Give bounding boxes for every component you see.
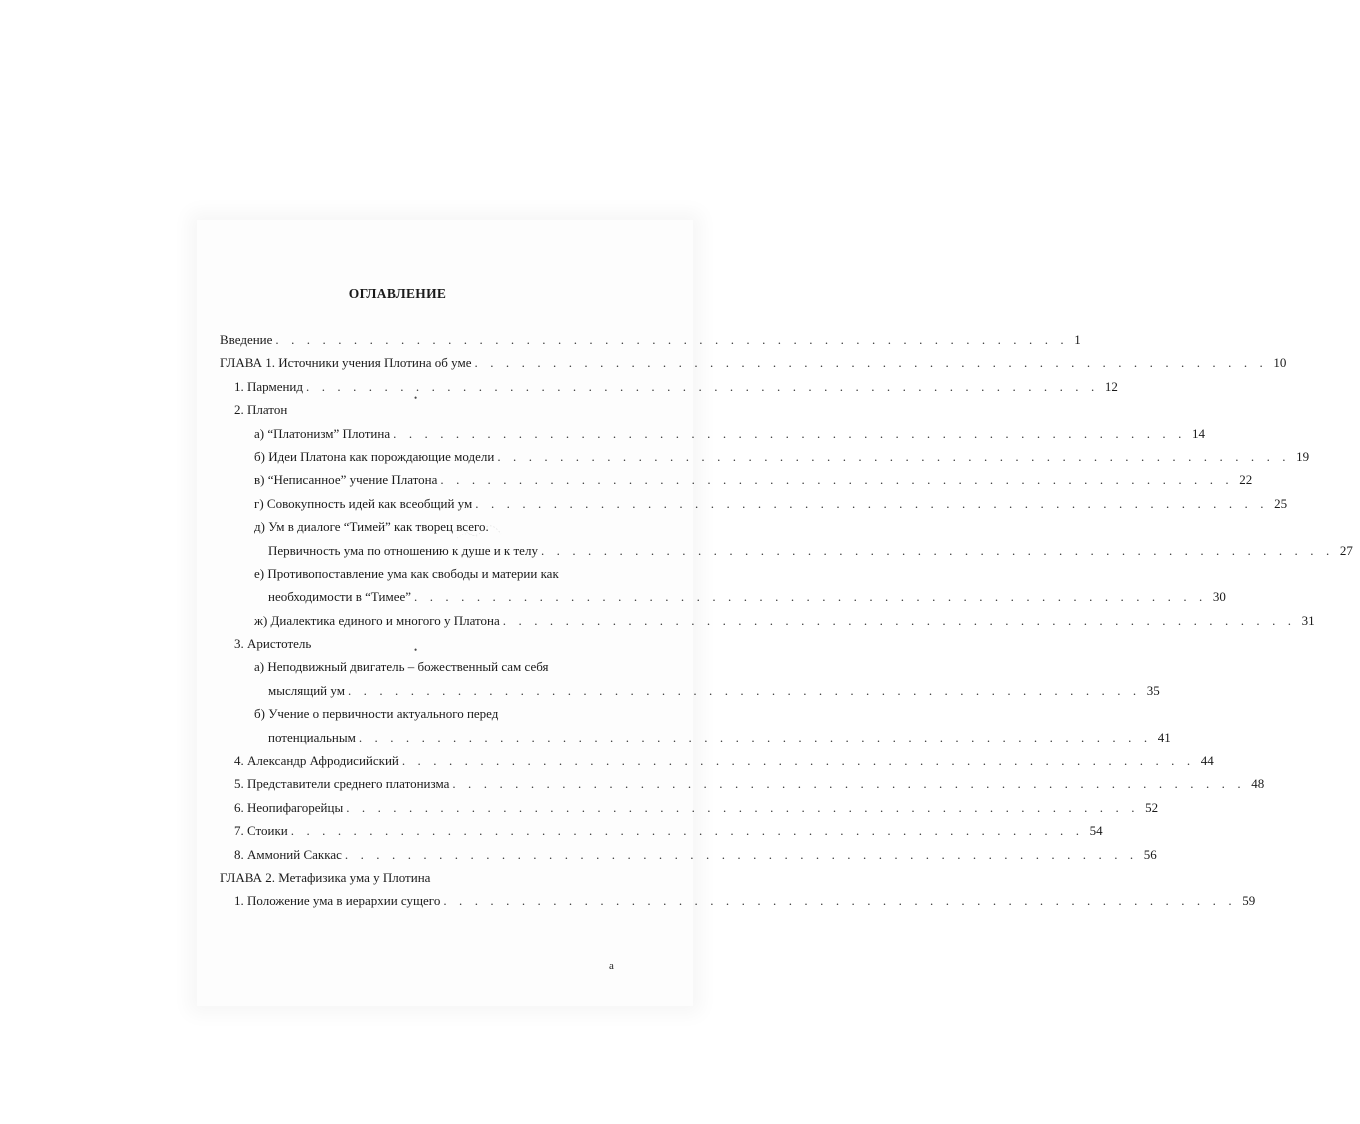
dot-leader: . . . . . . . . . . . . . . . . . . . . . . . . . . . . . . . . . . . . . . . . . . . . . . . . . . . xyxy=(290,823,1084,839)
dot-leader: . . . . . . . . . . . . . . . . . . . . . . . . . . . . . . . . . . . . . . . . . . . . . . . . . . . xyxy=(440,472,1234,488)
scan-artifact-icon xyxy=(447,520,507,542)
dot-leader: . . . . . . . . . . . . . . . . . . . . . . . . . . . . . . . . . . . . . . . . . . . . . . . . . . . xyxy=(414,589,1207,605)
toc-entry-text: г) Совокупность идей как всеобщий ум xyxy=(254,495,473,511)
toc-page-number: 14 xyxy=(1191,425,1205,441)
toc-entry-neopythagoreans[interactable] xyxy=(220,796,1159,819)
dot-leader: . . . . . . . . . . . . . . . . . . . . . . . . . . . . . . . . . . . . . . . . . . . . . . . . . . . xyxy=(452,776,1246,792)
toc-entry-text: б) Учение о первичности актуального перед xyxy=(254,706,499,722)
dot-leader: . . . . . . . . . . . . . . . . . . . . . . . . . . . . . . . . . . . . . . . . . . . . . . . . . . . xyxy=(497,448,1291,464)
toc-page-number: 1 xyxy=(1074,332,1081,347)
toc-entry-aristotle-b[interactable] xyxy=(220,702,598,725)
toc-entry-plato-b[interactable] xyxy=(220,445,1310,468)
toc-entry-text: Первичность ума по отношению к душе и к телу xyxy=(268,542,538,558)
toc-entry-text: 2. Платон xyxy=(234,402,288,418)
toc-entry-text: 6. Неопифагорейцы xyxy=(234,799,344,815)
toc-entry-plato-e-cont[interactable] xyxy=(220,585,1226,608)
page-marker: а xyxy=(609,960,614,972)
scan-speck: • xyxy=(414,393,418,403)
toc-entry-plato-e[interactable] xyxy=(220,562,598,585)
dot-leader: . . . . . . . . . . . . . . . . . . . . . . . . . . . . . . . . . . . . . . . . . . . . . . . . . . . xyxy=(344,846,1138,862)
toc-entry-alexander[interactable] xyxy=(220,749,1214,772)
toc-page-number: 41 xyxy=(1157,729,1171,745)
toc-page-number: 27 xyxy=(1339,542,1353,558)
toc-entry-aristotle-b-cont[interactable] xyxy=(220,726,1171,749)
toc-page-number: 48 xyxy=(1251,776,1265,792)
toc-page-number: 44 xyxy=(1200,753,1214,769)
toc-entry-aristotle-a[interactable] xyxy=(220,655,598,678)
toc-page-number: 31 xyxy=(1301,612,1315,628)
toc-entry-text: 3. Аристотель xyxy=(234,636,312,652)
toc-entry-text: а) Неподвижный двигатель – божественный сам себя xyxy=(254,659,549,675)
toc-page-number: 59 xyxy=(1242,893,1256,909)
dot-leader: . . . . . . . . . . . . . . . . . . . . . . . . . . . . . . . . . . . . . . . . . . . . . . . . . . . xyxy=(443,893,1237,909)
toc-entry-plato-d-cont[interactable] xyxy=(220,539,1353,562)
toc-page-number: 19 xyxy=(1296,448,1310,464)
toc-entry-text: 1. Положение ума в иерархии сущего xyxy=(234,893,441,909)
dot-leader: . . . . . . . . . . . . . . . . . . . . . . . . . . . . . . . . . . . . . . . . . . . . . . . . . . . xyxy=(474,355,1268,371)
toc-entry-aristotle-a-cont[interactable] xyxy=(220,679,1160,702)
toc-page-number: 22 xyxy=(1239,472,1253,488)
toc-entry-parmenides[interactable] xyxy=(220,375,1118,398)
toc-entry-text: 7. Стоики xyxy=(234,823,288,839)
toc-page-number: 54 xyxy=(1089,823,1103,839)
toc-entry-mind-hierarchy[interactable] xyxy=(220,889,1256,912)
dot-leader: . . . . . . . . . . . . . . . . . . . . . . . . . . . . . . . . . . . . . . . . . . . . . . . . . . . xyxy=(502,612,1296,628)
dot-leader: . . . . . . . . . . . . . . . . . . . . . . . . . . . . . . . . . . . . . . . . . . . . . . . . . . . xyxy=(346,799,1140,815)
toc-entry-plato-d[interactable] xyxy=(220,515,598,538)
toc-entry-text: а) “Платонизм” Плотина xyxy=(254,425,391,441)
toc-entry-plato-g[interactable] xyxy=(220,492,1288,515)
toc-entry-text: 8. Аммоний Саккас xyxy=(234,846,342,862)
dot-leader: . . . . . . . . . . . . . . . . . . . . . . . . . . . . . . . . . . . . . . . . . . . . . . . . . . . xyxy=(393,425,1186,441)
toc-page-number: 10 xyxy=(1273,355,1287,371)
toc-entry-plato-zh[interactable] xyxy=(220,609,1315,632)
toc-entry-text: е) Противопоставление ума как свободы и материи как xyxy=(254,565,559,581)
toc-entry-text: ГЛАВА 1. Источники учения Плотина об уме xyxy=(220,355,472,371)
table-of-contents xyxy=(220,328,1353,913)
toc-entry-text: 5. Представители среднего платонизма xyxy=(234,776,450,792)
toc-entry-text: б) Идеи Платона как порождающие модели xyxy=(254,448,495,464)
toc-entry-middle-platonism[interactable] xyxy=(220,772,1265,795)
toc-page-number: 25 xyxy=(1274,495,1288,511)
toc-entry-plato-a[interactable] xyxy=(220,422,1205,445)
toc-entry-chapter-1[interactable] xyxy=(220,351,1287,374)
scan-speck: • xyxy=(414,645,418,655)
toc-page-number: 12 xyxy=(1104,378,1118,394)
toc-page-number: 56 xyxy=(1143,846,1157,862)
toc-entry-stoics[interactable] xyxy=(220,819,1103,842)
toc-entry-text: потенциальным xyxy=(268,729,356,745)
toc-entry-text: необходимости в “Тимее” xyxy=(268,589,412,605)
dot-leader: . . . . . . . . . . . . . . . . . . . . . . . . . . . . . . . . . . . . . . . . . . . . . . . . . . . xyxy=(540,542,1334,558)
toc-entry-text: ГЛАВА 2. Метафизика ума у Плотина xyxy=(220,869,431,885)
toc-entry-text: 1. Парменид xyxy=(234,378,303,394)
toc-page-number: 35 xyxy=(1146,682,1160,698)
toc-entry-intro[interactable] xyxy=(220,328,1081,351)
toc-entry-aristotle[interactable] xyxy=(220,632,598,655)
toc-entry-text: Введение xyxy=(220,332,273,347)
toc-entry-text: д) Ум в диалоге “Тимей” как творец всего. xyxy=(254,519,489,535)
page-title: ОГЛАВЛЕНИЕ xyxy=(348,286,447,301)
toc-entry-text: 4. Александр Афродисийский xyxy=(234,753,399,769)
toc-page-number: 30 xyxy=(1212,589,1226,605)
toc-entry-plato-v[interactable] xyxy=(220,468,1253,491)
dot-leader: . . . . . . . . . . . . . . . . . . . . . . . . . . . . . . . . . . . . . . . . . . . . . . . . . . . xyxy=(358,729,1152,745)
toc-entry-chapter-2[interactable] xyxy=(220,866,598,889)
toc-page-number: 52 xyxy=(1145,799,1159,815)
toc-entry-plato[interactable] xyxy=(220,398,598,421)
dot-leader: . . . . . . . . . . . . . . . . . . . . . . . . . . . . . . . . . . . . . . . . . . . . . . . . . . . xyxy=(306,378,1099,394)
dot-leader: . . . . . . . . . . . . . . . . . . . . . . . . . . . . . . . . . . . . . . . . . . . . . . . . . . . xyxy=(275,332,1069,347)
dot-leader: . . . . . . . . . . . . . . . . . . . . . . . . . . . . . . . . . . . . . . . . . . . . . . . . . . . xyxy=(347,682,1141,698)
toc-entry-text: в) “Неписанное” учение Платона xyxy=(254,472,438,488)
dot-leader: . . . . . . . . . . . . . . . . . . . . . . . . . . . . . . . . . . . . . . . . . . . . . . . . . . . xyxy=(475,495,1269,511)
dot-leader: . . . . . . . . . . . . . . . . . . . . . . . . . . . . . . . . . . . . . . . . . . . . . . . . . . . xyxy=(401,753,1195,769)
toc-entry-text: ж) Диалектика единого и многого у Платона xyxy=(254,612,500,628)
toc-entry-ammonius[interactable] xyxy=(220,843,1157,866)
toc-entry-text: мыслящий ум xyxy=(268,682,345,698)
